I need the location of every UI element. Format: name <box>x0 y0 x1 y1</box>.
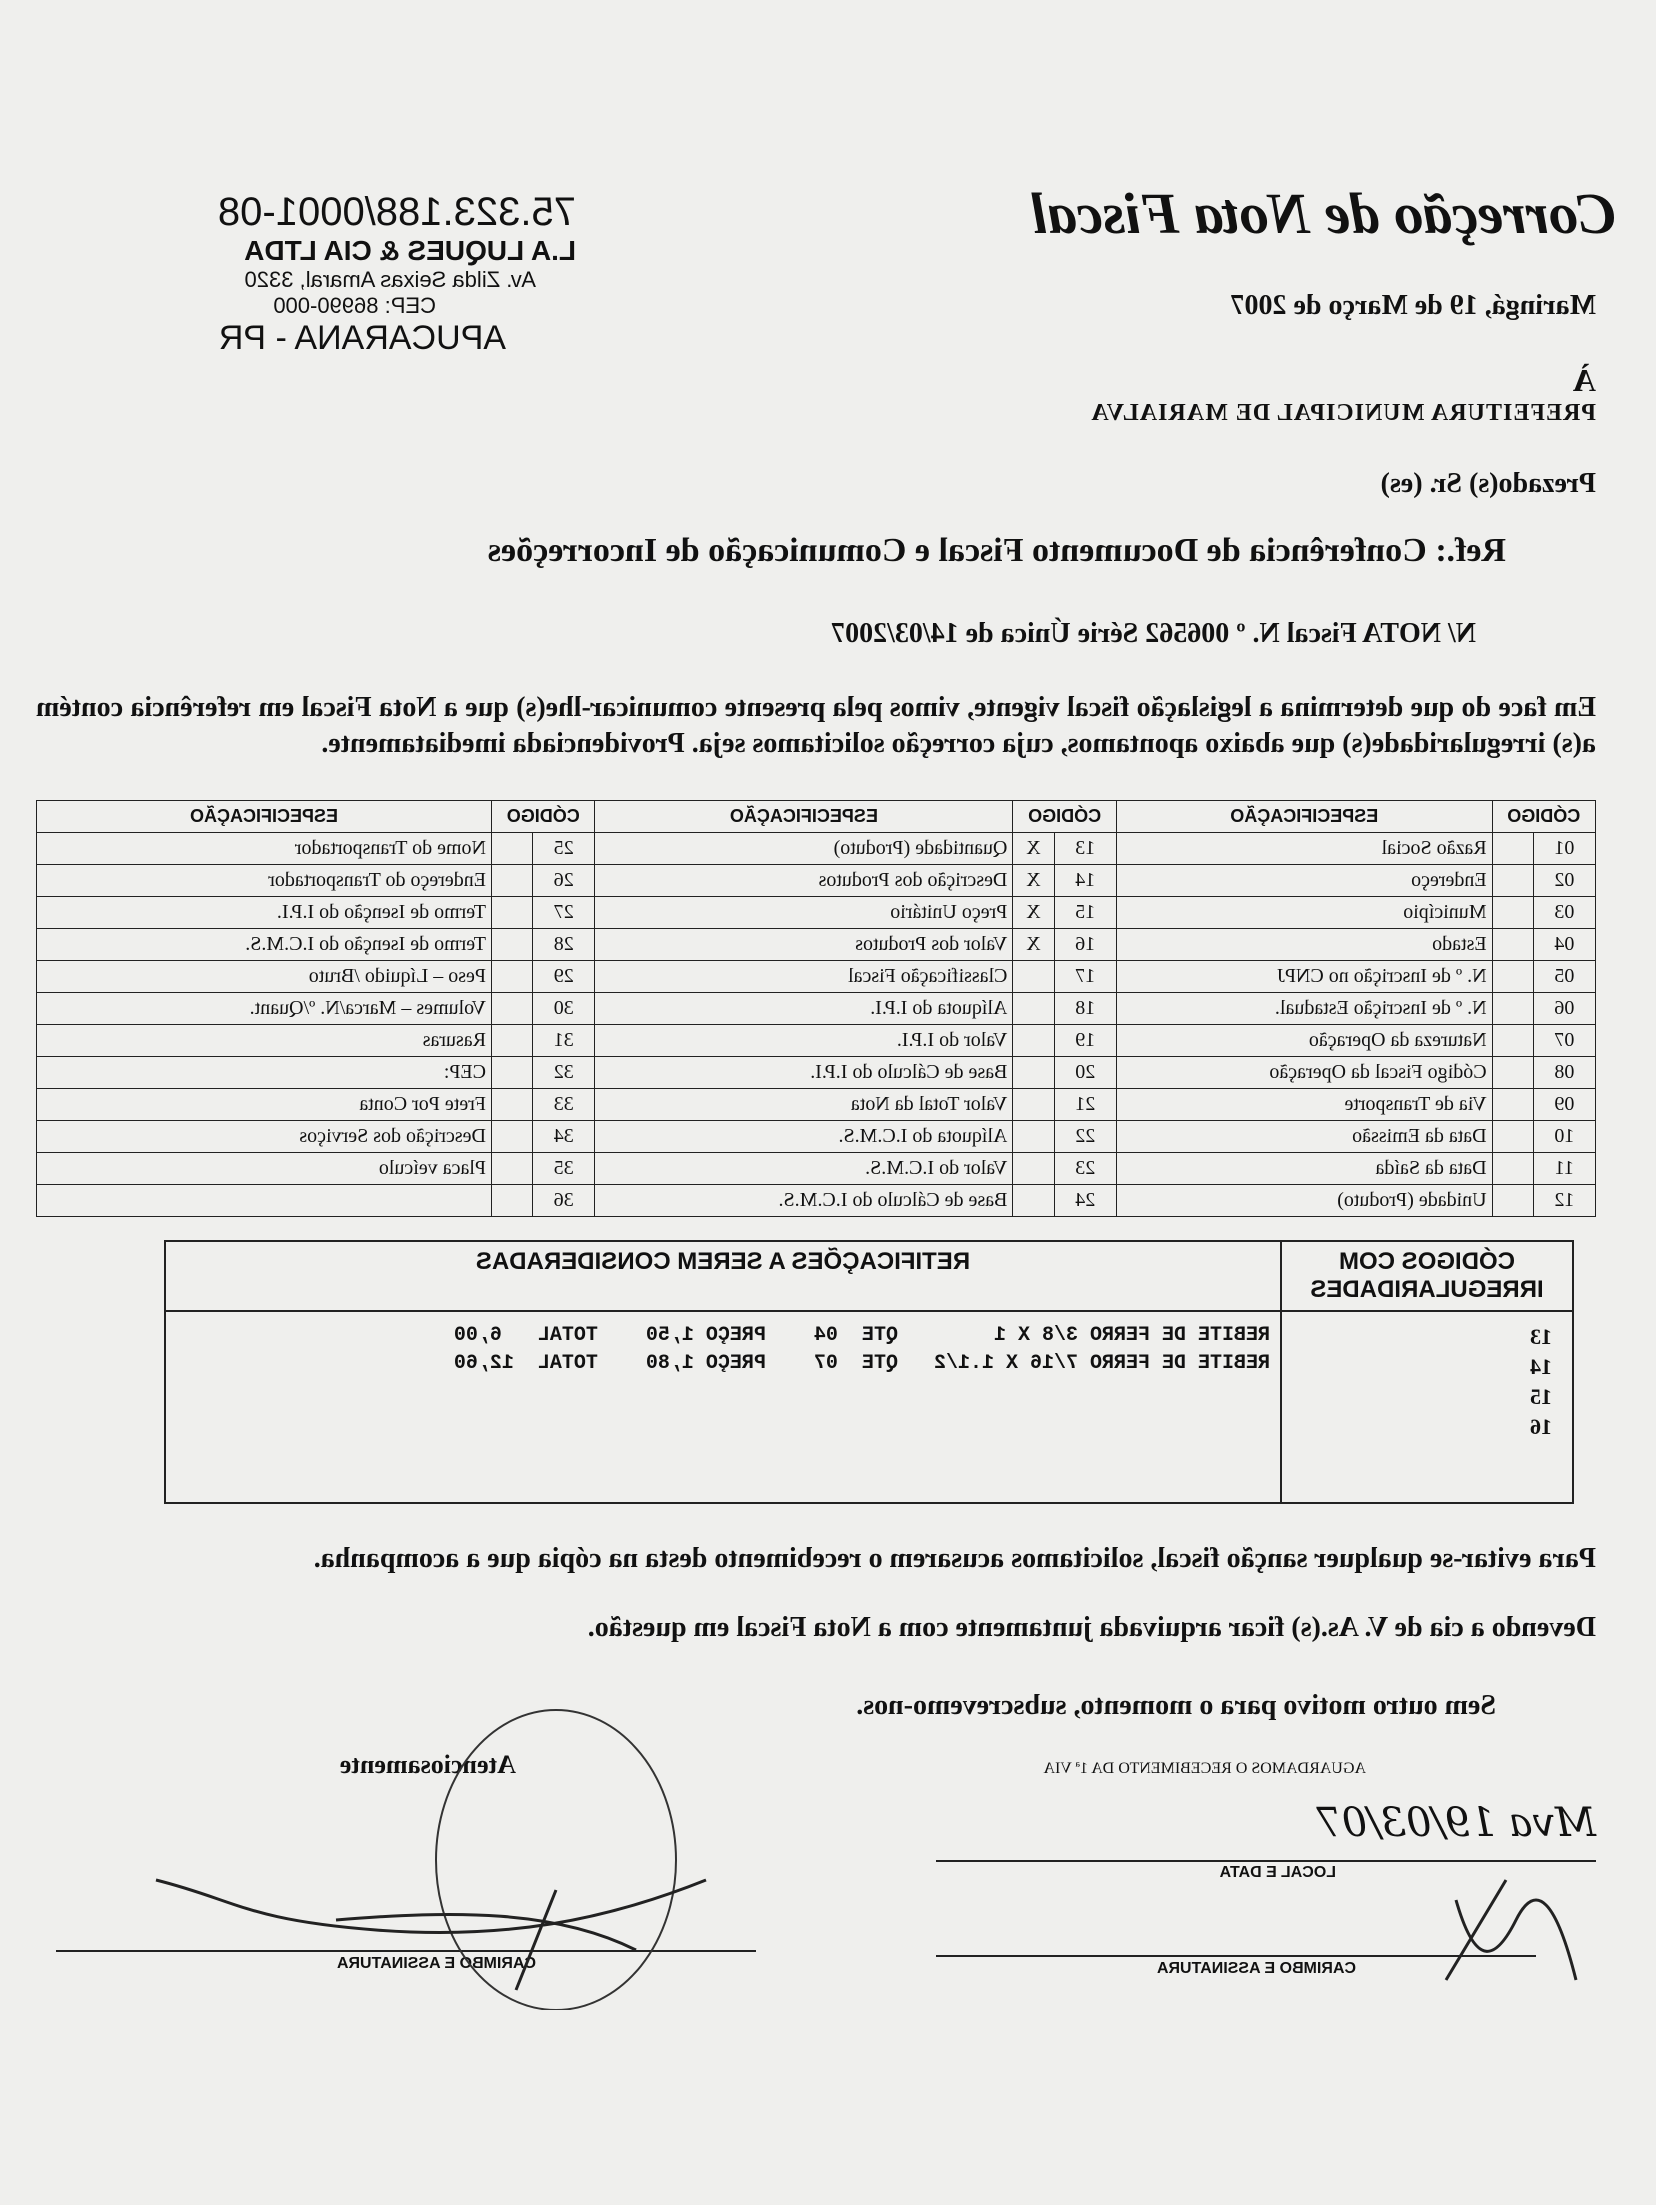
cell-code: 09 <box>1533 1089 1595 1121</box>
cell-mark <box>492 1121 533 1153</box>
cell-spec: Frete Por Conta <box>37 1089 492 1121</box>
rectifications-header-row <box>165 1241 1573 1311</box>
signature-label-right: CARIMBO E ASSINATURA <box>1156 1960 1356 1977</box>
cell-mark: X <box>1013 865 1054 897</box>
cell-code: 17 <box>1054 961 1116 993</box>
cell-spec: N. º de Inscrição Estadual. <box>1116 993 1492 1025</box>
cell-mark: X <box>1013 929 1054 961</box>
cell-mark <box>492 961 533 993</box>
header-codes-with-irregularities: CÓDIGOS COM IRREGULARIDADES <box>1281 1241 1573 1311</box>
handwritten-local-date: Mva 19/03/07 <box>1316 1800 1596 1846</box>
cell-code: 12 <box>1533 1185 1595 1217</box>
cell-code: 23 <box>1054 1153 1116 1185</box>
rectification-line: REBITE DE FERRO 7/16 X 1.1/2 QTE 07 PREÇO 1,80 TOTAL 12,60 <box>453 1352 1270 1375</box>
cell-code: 18 <box>1054 993 1116 1025</box>
header-codigo-1: CÓDIGO <box>1492 801 1595 833</box>
rectification-lines <box>165 1311 1281 1503</box>
cell-mark <box>1013 993 1054 1025</box>
irregular-code: 13 <box>1530 1324 1552 1349</box>
cell-spec: Valor do I.C.M.S. <box>595 1153 1013 1185</box>
cell-spec: Município <box>1116 897 1492 929</box>
cell-spec: Alíquota do I.C.M.S. <box>595 1121 1013 1153</box>
cell-mark <box>1492 1057 1533 1089</box>
awaiting-receipt-label: AGUARDAMOS O RECEBIMENTO DA 1ª VIA <box>1043 1760 1366 1777</box>
table-row <box>37 833 1596 865</box>
table-row <box>37 1153 1596 1185</box>
cell-mark <box>492 1153 533 1185</box>
cell-mark <box>1013 1121 1054 1153</box>
cell-mark <box>1013 1025 1054 1057</box>
cell-mark <box>1492 1025 1533 1057</box>
header-rectifications: RETIFICAÇÕES A SEREM CONSIDERADAS <box>165 1241 1281 1311</box>
cell-mark <box>1492 993 1533 1025</box>
cell-mark <box>492 865 533 897</box>
irregularity-codes-table <box>36 800 1596 1217</box>
cell-mark <box>1492 833 1533 865</box>
cell-spec: Data da Saída <box>1116 1153 1492 1185</box>
cell-mark: X <box>1013 833 1054 865</box>
sender-name: L.A LUQUES & CIA LTDA <box>244 235 576 266</box>
table-row <box>37 1089 1596 1121</box>
cell-spec: Código Fiscal da Operação <box>1116 1057 1492 1089</box>
cell-code: 06 <box>1533 993 1595 1025</box>
cell-spec: Unidade (Produto) <box>1116 1185 1492 1217</box>
cell-code: 33 <box>533 1089 595 1121</box>
cell-code: 08 <box>1533 1057 1595 1089</box>
cell-mark <box>492 1025 533 1057</box>
reference-line: Ref.: Conferência de Documento Fiscal e Comunicação de Incorreções <box>487 532 1506 569</box>
cell-code: 16 <box>1054 929 1116 961</box>
cell-mark: X <box>1013 897 1054 929</box>
cell-code: 22 <box>1054 1121 1116 1153</box>
cell-mark <box>492 897 533 929</box>
cell-code: 02 <box>1533 865 1595 897</box>
cell-mark <box>492 1089 533 1121</box>
recipient-prefix: À <box>1572 362 1596 398</box>
cell-mark <box>1492 1089 1533 1121</box>
cell-spec: Placa veículo <box>37 1153 492 1185</box>
cell-code: 11 <box>1533 1153 1595 1185</box>
sender-block <box>218 190 576 358</box>
sender-address: Av. Zilda Seixas Amaral, 3320 <box>244 267 536 292</box>
cell-code: 24 <box>1054 1185 1116 1217</box>
cell-mark <box>492 1185 533 1217</box>
cell-code: 13 <box>1054 833 1116 865</box>
cell-code: 34 <box>533 1121 595 1153</box>
cell-mark <box>1013 1185 1054 1217</box>
irregular-code: 15 <box>1530 1384 1552 1409</box>
cell-code: 14 <box>1054 865 1116 897</box>
cell-spec: Data da Emissão <box>1116 1121 1492 1153</box>
cell-spec: Alíquota do I.P.I. <box>595 993 1013 1025</box>
sender-cnpj: 75.323.188/0001-08 <box>217 190 576 234</box>
cell-spec: Volumes – Marca/N. º/Quant. <box>37 993 492 1025</box>
cell-mark <box>1013 1057 1054 1089</box>
cell-spec: Razão Social <box>1116 833 1492 865</box>
irregular-codes-list <box>1281 1311 1573 1503</box>
cell-code: 21 <box>1054 1089 1116 1121</box>
document-date: Maringá, 19 de Março de 2007 <box>1230 290 1596 321</box>
cell-mark <box>1492 929 1533 961</box>
cell-spec: Endereço <box>1116 865 1492 897</box>
cell-spec: Valor dos Produtos <box>595 929 1013 961</box>
cell-spec: Valor Total da Nota <box>595 1089 1013 1121</box>
local-date-label: LOCAL E DATA <box>1219 1864 1336 1881</box>
cell-spec: Peso – Líquido /Bruto <box>37 961 492 993</box>
cell-spec: Nome do Transportador <box>37 833 492 865</box>
cell-code: 19 <box>1054 1025 1116 1057</box>
cell-spec: Valor do I.P.I. <box>595 1025 1013 1057</box>
table-row <box>37 1025 1596 1057</box>
cell-code: 05 <box>1533 961 1595 993</box>
table-row <box>37 897 1596 929</box>
cell-code: 03 <box>1533 897 1595 929</box>
cell-code: 04 <box>1533 929 1595 961</box>
cell-spec: Base de Cálculo do I.C.M.S. <box>595 1185 1013 1217</box>
cell-code: 20 <box>1054 1057 1116 1089</box>
cell-mark <box>492 1057 533 1089</box>
cell-mark <box>1492 1153 1533 1185</box>
cell-mark <box>492 929 533 961</box>
cell-spec: Natureza da Operação <box>1116 1025 1492 1057</box>
cell-code: 35 <box>533 1153 595 1185</box>
table-row <box>37 993 1596 1025</box>
cell-spec: Quantidade (Produto) <box>595 833 1013 865</box>
cell-mark <box>492 833 533 865</box>
cell-mark <box>1013 1153 1054 1185</box>
closing-paragraph-3: Sem outro motivo para o momento, subscrevemo-nos. <box>856 1690 1496 1721</box>
invoice-number-line: N/ NOTA Fiscal N. º 006562 Série Única de 14/03/2007 <box>831 618 1476 649</box>
cell-spec: Via de Transporte <box>1116 1089 1492 1121</box>
cell-mark <box>1492 1185 1533 1217</box>
cell-mark <box>1492 865 1533 897</box>
header-codigo-3: CÓDIGO <box>492 801 595 833</box>
cell-code: 32 <box>533 1057 595 1089</box>
sender-cep: CEP: 86990-000 <box>273 293 436 318</box>
sender-city: APUCARANA - PR <box>218 319 506 357</box>
closing-paragraph-1: Para evitar-se qualquer sanção fiscal, solicitamos acusarem o recebimento desta na cópia que a acompanha. <box>313 1543 1596 1574</box>
cell-code: 30 <box>533 993 595 1025</box>
signature-scribble-left <box>36 1680 756 2010</box>
header-codigo-2: CÓDIGO <box>1013 801 1116 833</box>
closing-paragraph-2: Devendo a cia de V. As.(s) ficar arquivada juntamente com a Nota Fiscal em questão. <box>587 1612 1596 1643</box>
cell-code: 10 <box>1533 1121 1595 1153</box>
table-row <box>37 961 1596 993</box>
sign-off: Atenciosamente <box>339 1750 516 1779</box>
table-row <box>37 865 1596 897</box>
cell-code: 07 <box>1533 1025 1595 1057</box>
cell-mark <box>492 993 533 1025</box>
cell-mark <box>1492 1121 1533 1153</box>
cell-code: 26 <box>533 865 595 897</box>
cell-spec: N. º de Inscrição no CNPJ <box>1116 961 1492 993</box>
cell-spec: CEP: <box>37 1057 492 1089</box>
rectifications-table <box>164 1240 1574 1504</box>
table-row <box>37 1185 1596 1217</box>
table-row <box>37 1057 1596 1089</box>
cell-code: 01 <box>1533 833 1595 865</box>
cell-code: 15 <box>1054 897 1116 929</box>
cell-spec: Estado <box>1116 929 1492 961</box>
cell-mark <box>1013 961 1054 993</box>
recipient-name: PREFEITURA MUNICIPAL DE MARIALVA <box>1090 400 1596 426</box>
document-title: Correção de Nota Fiscal <box>1031 181 1616 246</box>
greeting: Prezado(s) Sr. (es) <box>1380 468 1596 499</box>
cell-mark <box>1492 897 1533 929</box>
cell-spec: Endereço do Transportador <box>37 865 492 897</box>
cell-mark <box>1492 961 1533 993</box>
cell-code: 25 <box>533 833 595 865</box>
header-espec-1: ESPECIFICAÇÃO <box>1116 801 1492 833</box>
cell-spec: Descrição dos Produtos <box>595 865 1013 897</box>
signature-scribble-right <box>1396 1860 1596 2000</box>
rectification-line: REBITE DE FERRO 3/8 X 1 QTE 04 PREÇO 1,50 TOTAL 6,00 <box>453 1324 1270 1347</box>
cell-code: 36 <box>533 1185 595 1217</box>
cell-spec: Termo de Isenção do I.C.M.S. <box>37 929 492 961</box>
irregular-code: 16 <box>1530 1414 1552 1439</box>
header-espec-2: ESPECIFICAÇÃO <box>595 801 1013 833</box>
table-header-row <box>37 801 1596 833</box>
cell-mark <box>1013 1089 1054 1121</box>
signature-label-left: CARIMBO E ASSINATURA <box>336 1955 536 1972</box>
cell-spec: Preço Unitário <box>595 897 1013 929</box>
cell-spec: Rasuras <box>37 1025 492 1057</box>
table-row <box>37 929 1596 961</box>
cell-spec: Descrição dos Serviços <box>37 1121 492 1153</box>
irregular-code: 14 <box>1530 1354 1552 1379</box>
cell-spec: Classificação Fiscal <box>595 961 1013 993</box>
cell-code: 31 <box>533 1025 595 1057</box>
cell-code: 28 <box>533 929 595 961</box>
header-espec-3: ESPECIFICAÇÃO <box>37 801 492 833</box>
cell-spec: Base de Cálculo do I.P.I. <box>595 1057 1013 1089</box>
table-row <box>37 1121 1596 1153</box>
intro-paragraph: Em face do que determina a legislação fiscal vigente, vimos pela presente comunicar-lhe(s) que a Nota Fiscal em referência contém a(s) irregularidade(s) que abaixo apontamos, cuja correção solicitamos seja. Providenciada imediatamente. <box>36 692 1596 759</box>
cell-code: 29 <box>533 961 595 993</box>
rectifications-body-row <box>165 1311 1573 1503</box>
cell-spec: Termo de Isenção do I.P.I. <box>37 897 492 929</box>
cell-spec <box>37 1185 492 1217</box>
cell-code: 27 <box>533 897 595 929</box>
